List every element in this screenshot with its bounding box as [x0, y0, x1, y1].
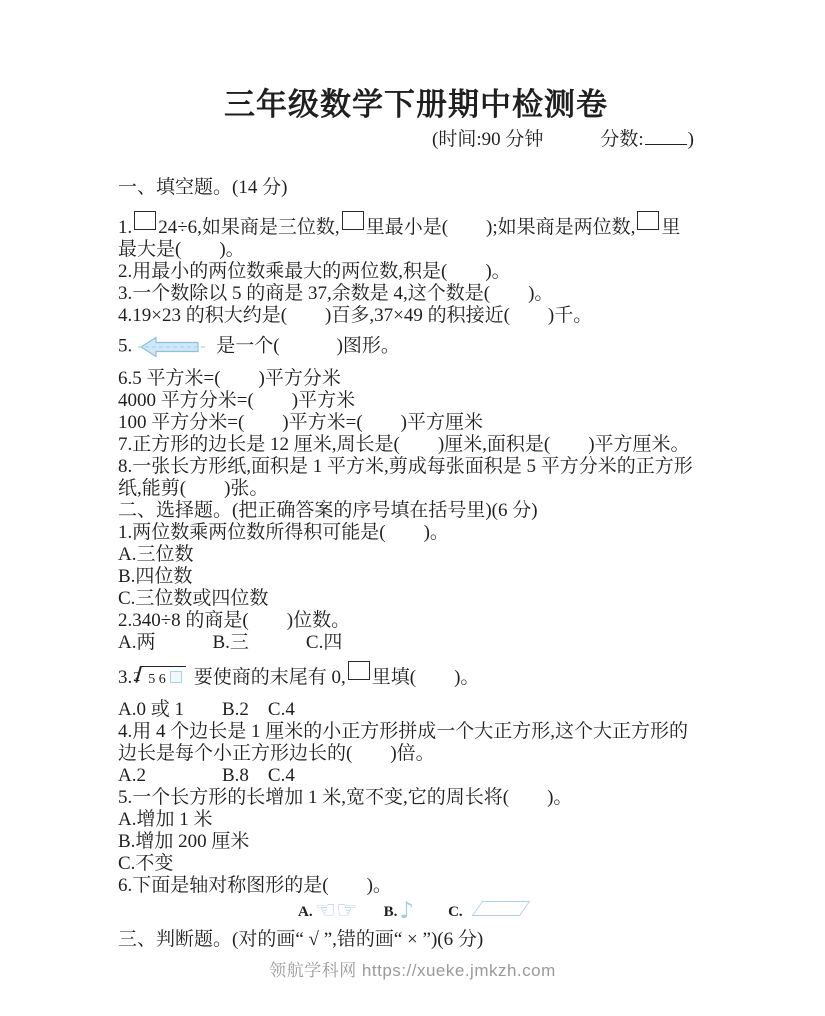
s1-q1-text2: 里最小是( );如果商是两位数,: [365, 217, 636, 238]
music-note-figure-icon: ♪: [399, 898, 415, 924]
s2-q3-text2: 里填( )。: [371, 667, 480, 688]
s2-q6-label-a: A.: [298, 904, 313, 920]
s2-q6-figure-options: [118, 896, 714, 925]
left-arrow-figure-icon: [138, 334, 206, 360]
s1-question8-line1: 8.一张长方形纸,面积是 1 平方米,剪成每张面积是 5 平方分米的正方形: [118, 456, 693, 477]
s1-question4: 4.19×23 的积大约是( )百多,37×49 的积接近( )千。: [118, 305, 593, 326]
blue-blank-box-icon: [170, 671, 182, 683]
blank-box-icon: [134, 211, 156, 230]
s2-question3: [118, 661, 714, 691]
paper-content: [118, 0, 714, 951]
s2-q3-text1: 要使商的末尾有 0,: [193, 667, 346, 688]
parallelogram-figure-icon: [471, 901, 530, 916]
meta-close-paren: ): [687, 129, 694, 150]
s2-question5: 5.一个长方形的长增加 1 米,宽不变,它的周长将( )。: [118, 787, 573, 808]
s2-q5-option-a: A.增加 1 米: [118, 809, 213, 830]
s1-question7: 7.正方形的边长是 12 厘米,周长是( )厘米,面积是( )平方厘米。: [118, 434, 690, 455]
s1-question6-line1: 6.5 平方米=( )平方分米: [118, 368, 341, 389]
s2-question1: 1.两位数乘两位数所得积可能是( )。: [118, 522, 449, 543]
s1-question1-line1: [118, 211, 714, 239]
s1-question6-line3: 100 平方分米=( )平方米=( )平方厘米: [118, 412, 483, 433]
long-division-dividend: 5 6: [148, 672, 166, 687]
s2-q6-label-c: C.: [448, 904, 463, 920]
s2-q3-options: A.0 或 1 B.2 C.4: [118, 699, 295, 720]
long-division-divisor: 2: [133, 670, 141, 685]
s2-q1-option-b: B.四位数: [118, 566, 193, 587]
s1-q1-number: 1.: [118, 217, 133, 238]
meta-time-score-label: (时间:90 分钟 分数:: [432, 129, 644, 150]
paper-meta: [118, 128, 714, 152]
s1-question5: [118, 334, 714, 360]
s1-q1-text3: 里: [661, 217, 681, 238]
page-title: 三年级数学下册期中检测卷: [224, 87, 608, 122]
s2-question4-line1: 4.用 4 个边长是 1 厘米的小正方形拼成一个大正方形,这个大正方形的: [118, 721, 689, 742]
blank-box-icon: [348, 661, 370, 680]
s2-question2: 2.340÷8 的商是( )位数。: [118, 610, 351, 631]
s1-question1-line2: 最大是( )。: [118, 239, 245, 260]
s2-q4-options: A.2 B.8 C.4: [118, 765, 295, 786]
s1-q5-text: 是一个( )图形。: [216, 335, 400, 357]
s2-q3-number: 3.: [118, 667, 133, 688]
s2-q1-option-a: A.三位数: [118, 544, 194, 565]
long-division-figure: [133, 666, 186, 691]
s1-question2: 2.用最小的两位数乘最大的两位数,积是( )。: [118, 261, 511, 282]
s2-q6-label-b: B.: [383, 904, 398, 920]
section2-heading: 二、选择题。(把正确答案的序号填在括号里)(6 分): [118, 500, 538, 521]
s2-q2-options: A.两 B.三 C.四: [118, 632, 343, 653]
s1-question6-line2: 4000 平方分米=( )平方米: [118, 390, 356, 411]
watermark-text: 领航学科网 https://xueke.jmkzh.com: [269, 961, 556, 980]
section1-heading: 一、填空题。(14 分): [118, 177, 288, 198]
s1-q1-text1: 24÷6,如果商是三位数,: [158, 217, 340, 238]
s1-q5-number: 5.: [118, 335, 133, 357]
long-division-bracket: [140, 666, 186, 691]
s2-q5-option-c: C.不变: [118, 853, 174, 874]
score-blank-line: [645, 139, 687, 145]
blank-box-icon: [342, 211, 364, 230]
s2-q1-option-c: C.三位数或四位数: [118, 588, 269, 609]
s1-question8-line2: 纸,能剪( )张。: [118, 478, 269, 499]
s2-question4-line2: 边长是每个小正方形边长的( )倍。: [118, 743, 435, 764]
s2-q5-option-b: B.增加 200 厘米: [118, 831, 250, 852]
pointing-hands-figure-icon: ☜☞: [314, 896, 358, 924]
s1-question3: 3.一个数除以 5 的商是 37,余数是 4,这个数是( )。: [118, 283, 554, 304]
blank-box-icon: [637, 211, 659, 230]
section3-heading: 三、判断题。(对的画“ √ ”,错的画“ × ”)(6 分): [118, 929, 484, 950]
s2-question6: 6.下面是轴对称图形的是( )。: [118, 875, 392, 896]
